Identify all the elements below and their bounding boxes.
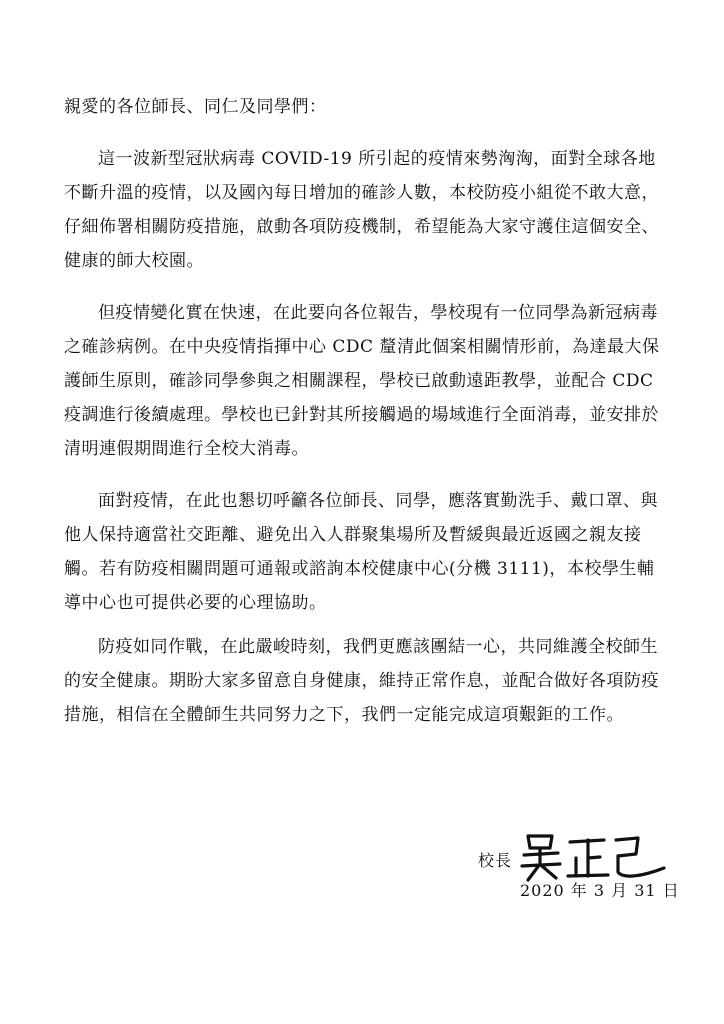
paragraph-2: 但疫情變化實在快速，在此要向各位報告，學校現有一位同學為新冠病毒之確診病例。在中央疫情指揮中心 CDC 釐清此個案相關情形前，為達最大保護師生原則，確診同學參與之相關課程，學校已啟動遠距教學，並配合 CDC 疫調進行後續處理。學校也已針對其所接觸過的場域進行全面消毒，並安排於清明連假期間進行全校大消毒。 [64, 303, 660, 459]
signature-title: 校長 [478, 851, 513, 870]
paragraph-3: 面對疫情，在此也懇切呼籲各位師長、同學，應落實勤洗手、戴口罩、與他人保持適當社交距離、避免出入人群聚集場所及暫緩與最近返國之親友接觸。若有防疫相關問題可通報或諮詢本校健康中心(分機 3111)，本校學生輔導中心也可提供必要的心理協助。 [64, 491, 658, 613]
salutation: 親愛的各位師長、同仁及同學們： [64, 97, 327, 117]
paragraph-1: 這一波新型冠狀病毒 COVID-19 所引起的疫情來勢洶洶，面對全球各地不斷升溫的疫情，以及國內每日增加的確診人數，本校防疫小組從不敢大意，仔細佈署相關防疫措施，啟動各項防疫機制，希望能為大家守護住這個安全、健康的師大校園。 [64, 149, 659, 271]
paragraph-4: 防疫如同作戰，在此嚴峻時刻，我們更應該團結一心，共同維護全校師生的安全健康。期盼大家多留意自身健康，維持正常作息，並配合做好各項防疫措施，相信在全體師生共同努力之下，我們一定能完成這項艱鉅的工作。 [64, 637, 659, 725]
letter-date: 2020 年 3 月 31 日 [520, 881, 680, 900]
